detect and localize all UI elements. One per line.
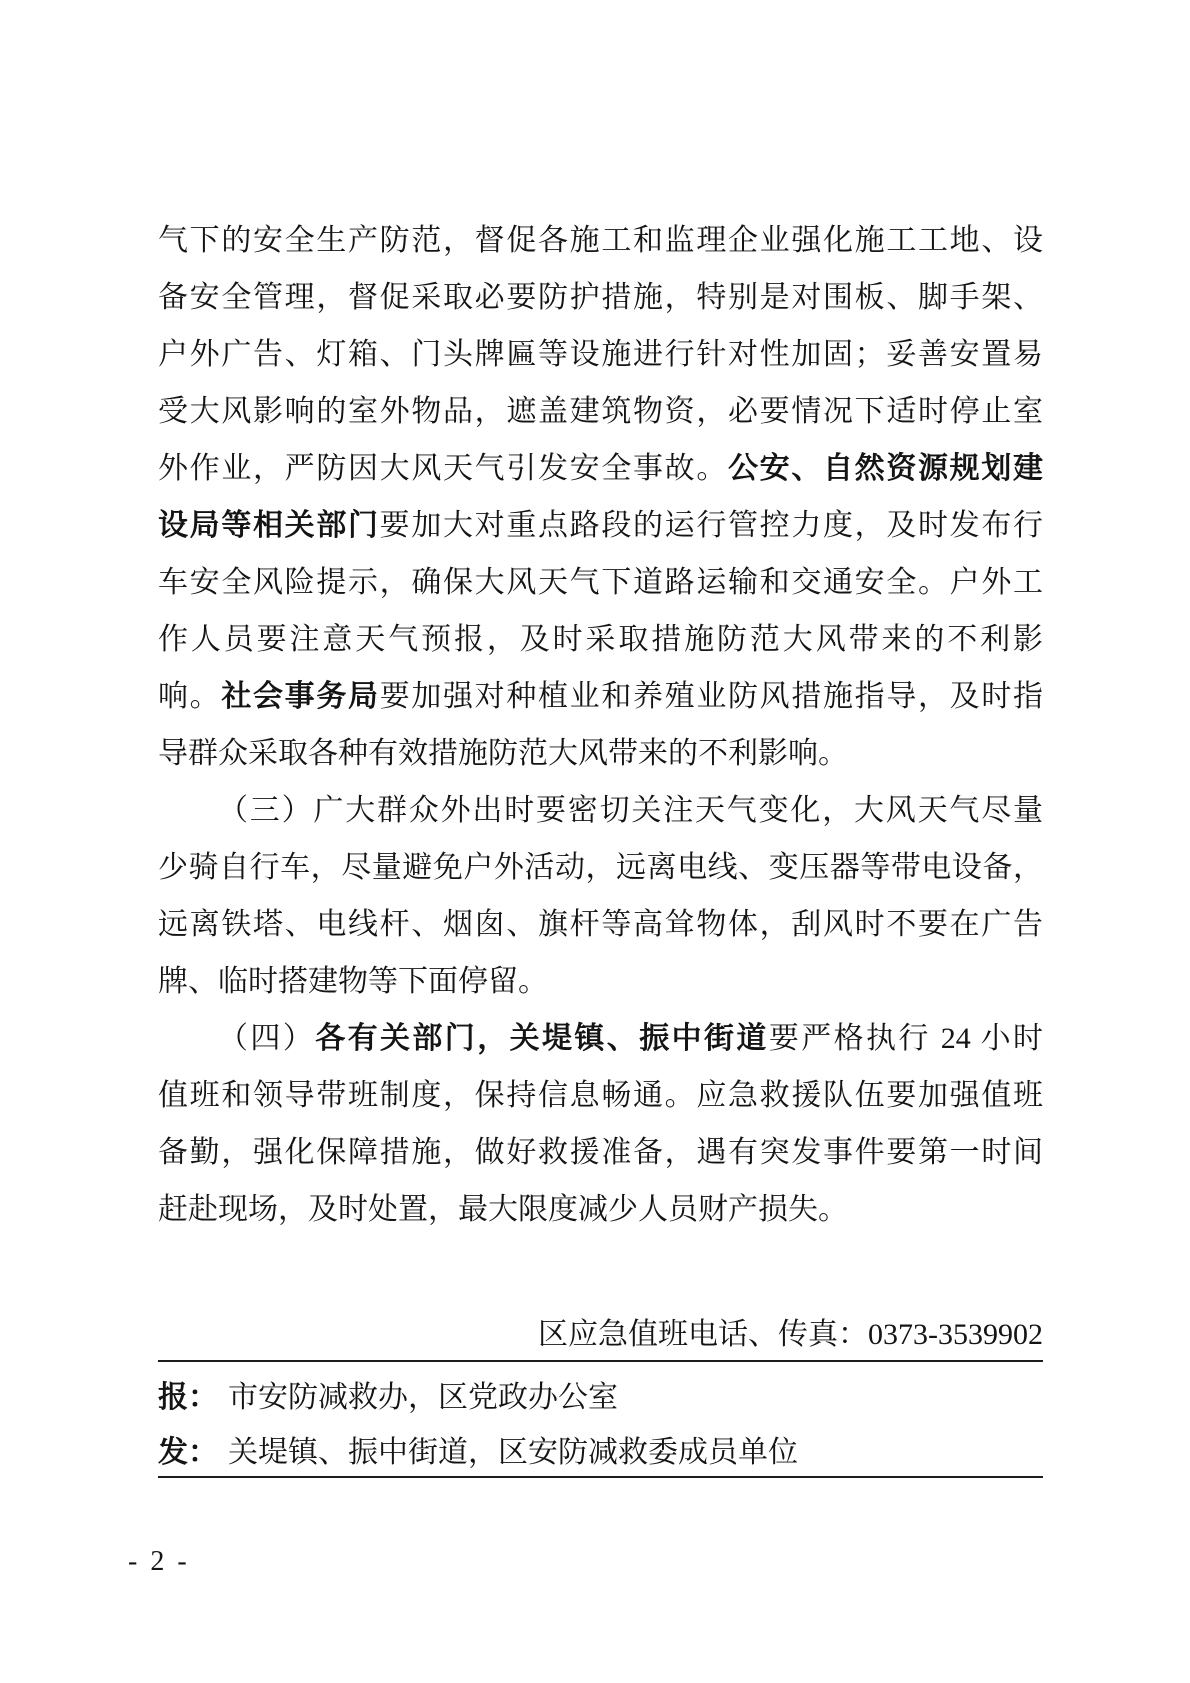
body-line: [158, 1124, 1043, 1181]
emphasis-text-segment: 公安、自然资源规划建: [728, 452, 1043, 485]
emphasis-text-segment: 设局等相关部门: [158, 509, 380, 542]
text-segment: 气下的安全生产防范，督促各施工和监理企业强化施工工地、设: [158, 224, 1043, 257]
text-segment: 作人员要注意天气预报，及时采取措施防范大风带来的不利影: [158, 623, 1043, 656]
cc-issue-line: [158, 1427, 1043, 1479]
body-line: [158, 725, 1043, 782]
text-segment: （四）: [218, 1022, 316, 1055]
text-segment: 赶赴现场，及时处置，最大限度减少人员财产损失。: [158, 1193, 848, 1226]
duty-phone-text: 区应急值班电话、传真：0373-3539902: [538, 1318, 1043, 1351]
document-body: [158, 212, 1043, 1238]
emphasis-text-segment: 社会事务局: [221, 680, 380, 713]
body-line: [158, 269, 1043, 326]
text-segment: 受大风影响的室外物品，遮盖建筑物资，必要情况下适时停止室: [158, 395, 1043, 428]
text-segment: 牌、临时搭建物等下面停留。: [158, 965, 548, 998]
text-segment: 外作业，严防因大风天气引发安全事故。: [158, 452, 728, 485]
body-line: [158, 782, 1043, 839]
duty-phone-line: [158, 1312, 1043, 1358]
text-segment: 要加大对重点路段的运行管控力度，及时发布行: [379, 509, 1043, 542]
body-line: [158, 611, 1043, 668]
text-segment: 要严格执行 24 小时: [768, 1022, 1043, 1055]
text-segment: （三）广大群众外出时要密切关注天气变化，大风天气尽量: [218, 794, 1043, 827]
text-segment: 户外广告、灯箱、门头牌匾等设施进行针对性加固；妥善安置易: [158, 338, 1043, 371]
body-line: [158, 326, 1043, 383]
cc-report-text: 市安防减救办，区党政办公室: [228, 1381, 618, 1414]
body-line: [158, 1067, 1043, 1124]
text-segment: 车安全风险提示，确保大风天气下道路运输和交通安全。户外工: [158, 566, 1043, 599]
cc-report-label: 报：: [158, 1381, 218, 1414]
text-segment: 远离铁塔、电线杆、烟囱、旗杆等高耸物体，刮风时不要在广告: [158, 908, 1043, 941]
page-number: - 2 -: [128, 1546, 190, 1577]
body-line: [158, 554, 1043, 611]
text-segment: 备安全管理，督促采取必要防护措施，特别是对围板、脚手架、: [158, 281, 1043, 314]
cc-issue-label: 发：: [158, 1436, 218, 1469]
body-line: [158, 839, 1043, 896]
body-line: [158, 953, 1043, 1010]
text-segment: 导群众采取各种有效措施防范大风带来的不利影响。: [158, 737, 848, 770]
body-line: [158, 440, 1043, 497]
footer-divider-top: [158, 1360, 1043, 1362]
body-line: [158, 896, 1043, 953]
body-line: [158, 668, 1043, 725]
body-line: [158, 497, 1043, 554]
text-segment: 要加强对种植业和养殖业防风措施指导，及时指: [379, 680, 1043, 713]
emphasis-text-segment: 各有关部门，关堤镇、振中街道: [315, 1022, 769, 1055]
text-segment: 响。: [158, 680, 222, 713]
body-line: [158, 1181, 1043, 1238]
footer-divider-bottom: [158, 1476, 1043, 1478]
cc-issue-text: 关堤镇、振中街道，区安防减救委成员单位: [228, 1436, 798, 1469]
body-line: [158, 383, 1043, 440]
text-segment: 值班和领导带班制度，保持信息畅通。应急救援队伍要加强值班: [158, 1079, 1043, 1112]
cc-report-line: [158, 1372, 1043, 1424]
text-segment: 少骑自行车，尽量避免户外活动，远离电线、变压器等带电设备，: [158, 851, 1043, 884]
body-line: [158, 212, 1043, 269]
body-line: [158, 1010, 1043, 1067]
text-segment: 备勤，强化保障措施，做好救援准备，遇有突发事件要第一时间: [158, 1136, 1043, 1169]
